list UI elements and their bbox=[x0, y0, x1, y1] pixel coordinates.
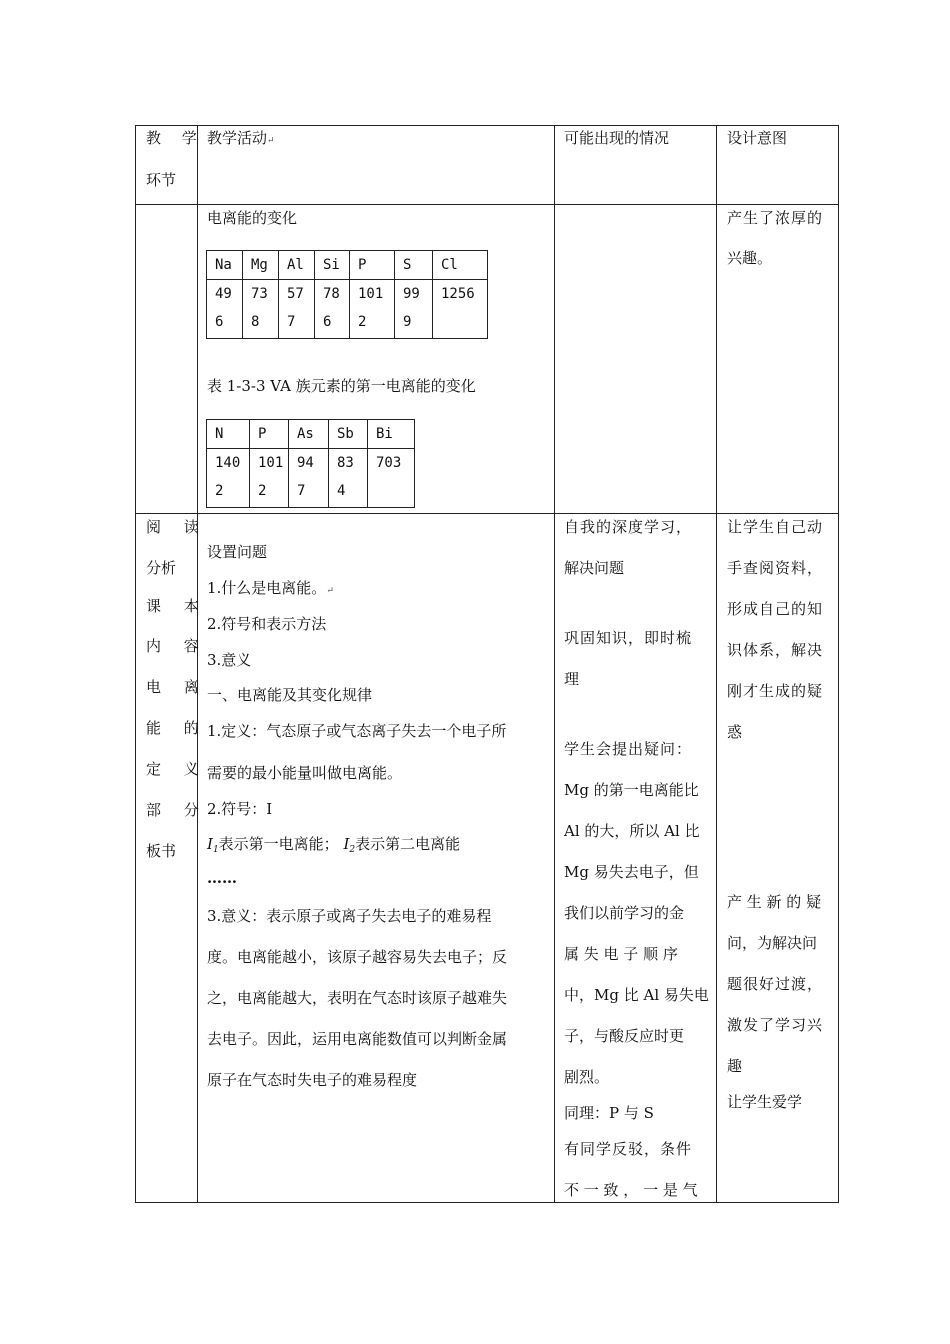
header-col1-line2: 环节 bbox=[146, 171, 177, 189]
table-cell bbox=[279, 280, 315, 339]
cell-line: 101 bbox=[358, 286, 384, 302]
table-border-row2 bbox=[135, 513, 839, 514]
table-cell: P bbox=[250, 420, 289, 449]
cell-line: 2 bbox=[258, 483, 267, 499]
cell-line: 140 bbox=[215, 455, 241, 471]
cell-line: 6 bbox=[215, 314, 224, 330]
situation-line: Mg 的第一电离能比 bbox=[564, 781, 699, 799]
table-cell bbox=[329, 449, 368, 508]
cell-line: 6 bbox=[323, 314, 332, 330]
intent-line: 手查阅资料， bbox=[727, 559, 824, 577]
table-cell bbox=[315, 280, 350, 339]
cell-line: 9 bbox=[403, 314, 412, 330]
cell-line: 73 bbox=[251, 286, 268, 302]
table-cell bbox=[207, 449, 250, 508]
header-col3: 可能出现的情况 bbox=[564, 129, 670, 147]
table-border-col2 bbox=[197, 125, 198, 1203]
intent-line: 形成自己的知 bbox=[727, 600, 824, 618]
symbol-line: 2.符号：I bbox=[207, 800, 273, 818]
ellipsis: …… bbox=[207, 869, 237, 887]
table-cell: Cl bbox=[433, 251, 488, 280]
set-questions-heading: 设置问题 bbox=[207, 543, 268, 561]
i2-symbol: I bbox=[343, 835, 350, 853]
intent-line: 识体系，解决 bbox=[727, 641, 824, 659]
meaning-line: 去电子。因此，运用电离能数值可以判断金属 bbox=[207, 1030, 508, 1048]
cell-line: 78 bbox=[323, 286, 340, 302]
header-col4: 设计意图 bbox=[727, 129, 788, 147]
intent-line: 激发了学习兴 bbox=[727, 1016, 824, 1034]
table-border-top bbox=[135, 125, 839, 126]
table-cell: S bbox=[395, 251, 433, 280]
row1-intent-line2: 兴趣。 bbox=[727, 249, 773, 267]
meaning-line: 之，电离能越大，表明在气态时该原子越难失 bbox=[207, 989, 508, 1007]
cell-line: 1256 bbox=[441, 286, 475, 302]
section-label-line: 定 义 bbox=[146, 760, 208, 778]
table-cell bbox=[289, 449, 329, 508]
cell-line: 8 bbox=[251, 314, 260, 330]
situation-line: Mg 易失去电子，但 bbox=[564, 863, 699, 881]
cell-line: 703 bbox=[376, 455, 402, 471]
cell-line: 57 bbox=[287, 286, 304, 302]
header-col2-text: 教学活动 bbox=[207, 129, 268, 147]
ionization-symbols-line bbox=[207, 834, 460, 860]
table-border-bottom bbox=[135, 1202, 839, 1203]
table-border-col3 bbox=[554, 125, 555, 1203]
table-cell: As bbox=[289, 420, 329, 449]
table2-caption: 表 1-3-3 VA 族元素的第一电离能的变化 bbox=[207, 377, 476, 395]
period3-ionization-table bbox=[206, 250, 488, 339]
intent-line: 产 生 新 的 疑 bbox=[727, 893, 822, 911]
table-cell bbox=[243, 280, 279, 339]
section-heading: 一、电离能及其变化规律 bbox=[207, 686, 373, 704]
situation-line: 同理：P 与 S bbox=[564, 1104, 654, 1122]
intent-line: 问，为解决问 bbox=[727, 934, 818, 952]
intent-line: 惑 bbox=[727, 723, 743, 741]
cell-line: 83 bbox=[337, 455, 354, 471]
situation-line: 理 bbox=[564, 670, 580, 688]
situation-line: 不 一 致 ， 一 是 气 bbox=[564, 1181, 698, 1199]
intent-line: 让学生自己动 bbox=[727, 518, 824, 536]
table-cell: N bbox=[207, 420, 250, 449]
situation-line: 解决问题 bbox=[564, 559, 625, 577]
i1-symbol: I bbox=[207, 835, 213, 853]
question-3: 3.意义 bbox=[207, 651, 252, 669]
table-cell: Sb bbox=[329, 420, 368, 449]
definition-line1: 1.定义：气态原子或气态离子失去一个电子所 bbox=[207, 722, 507, 740]
i2-subscript: 2 bbox=[349, 845, 356, 855]
paragraph-mark: ↵ bbox=[267, 136, 275, 146]
section-label-line: 分析 bbox=[146, 559, 177, 577]
table-border-left bbox=[135, 125, 136, 1203]
cell-line: 4 bbox=[337, 483, 346, 499]
cell-line: 7 bbox=[287, 314, 296, 330]
paragraph-mark: ↵ bbox=[326, 586, 334, 596]
table-cell bbox=[433, 280, 488, 339]
cell-line: 49 bbox=[215, 286, 232, 302]
table-cell: Bi bbox=[368, 420, 415, 449]
i1-text: 表示第一电离能； bbox=[218, 835, 339, 853]
table-border-col4 bbox=[716, 125, 717, 1203]
situation-line: 自我的深度学习， bbox=[564, 518, 693, 536]
question-1 bbox=[207, 578, 334, 601]
table-cell: Na bbox=[207, 251, 243, 280]
table-border-right bbox=[838, 125, 839, 1203]
i2-text: 表示第二电离能 bbox=[355, 835, 461, 853]
cell-line: 99 bbox=[403, 286, 420, 302]
cell-line: 7 bbox=[297, 483, 306, 499]
situation-line: 子，与酸反应时更 bbox=[564, 1027, 685, 1045]
section-label-line: 内 容 bbox=[146, 637, 208, 655]
section-label-line: 部 分 bbox=[146, 801, 208, 819]
table-cell bbox=[207, 280, 243, 339]
table-cell: P bbox=[350, 251, 395, 280]
section-label-line: 能 的 bbox=[146, 719, 208, 737]
intent-line: 题很好过渡， bbox=[727, 975, 824, 993]
header-col1-line1: 教 学 bbox=[146, 129, 205, 147]
meaning-line: 3.意义：表示原子或离子失去电子的难易程 bbox=[207, 907, 492, 925]
cell-line: 2 bbox=[358, 314, 367, 330]
cell-line: 94 bbox=[297, 455, 314, 471]
table-cell bbox=[250, 449, 289, 508]
section-label-line: 课 本 bbox=[146, 597, 208, 615]
intent-line: 刚才生成的疑 bbox=[727, 682, 824, 700]
meaning-line: 原子在气态时失电子的难易程度 bbox=[207, 1071, 418, 1089]
section-label-line: 电 离 bbox=[146, 678, 208, 696]
table-cell bbox=[350, 280, 395, 339]
question-2: 2.符号和表示方法 bbox=[207, 615, 327, 633]
situation-line: 有同学反驳，条件 bbox=[564, 1140, 693, 1158]
table-cell: Al bbox=[279, 251, 315, 280]
group-va-ionization-table bbox=[206, 419, 415, 508]
intent-line: 趣 bbox=[727, 1057, 743, 1075]
section-label-line: 板书 bbox=[146, 842, 177, 860]
row1-intent-line1: 产生了浓厚的 bbox=[727, 209, 824, 227]
header-col2 bbox=[207, 128, 275, 151]
table-cell: Si bbox=[315, 251, 350, 280]
situation-line: 巩固知识，即时梳 bbox=[564, 629, 693, 647]
situation-line: 剧烈。 bbox=[564, 1068, 610, 1086]
situation-line: 学生会提出疑问： bbox=[564, 740, 693, 758]
table-border-row1 bbox=[135, 204, 839, 205]
intent-line: 让学生爱学 bbox=[727, 1093, 803, 1111]
i1-subscript: 1 bbox=[212, 845, 219, 855]
meaning-line: 度。电离能越小，该原子越容易失去电子；反 bbox=[207, 948, 508, 966]
section-label-line: 阅 读 bbox=[146, 518, 208, 536]
situation-line: 我们以前学习的金 bbox=[564, 904, 685, 922]
ionization-title: 电离能的变化 bbox=[207, 209, 298, 227]
question-1-text: 1.什么是电离能。 bbox=[207, 579, 327, 597]
cell-line: 2 bbox=[215, 483, 224, 499]
situation-line: 中，Mg 比 Al 易失电 bbox=[564, 986, 709, 1004]
situation-line: 属 失 电 子 顺 序 bbox=[564, 945, 678, 963]
table-cell: Mg bbox=[243, 251, 279, 280]
cell-line: 101 bbox=[258, 455, 284, 471]
definition-line2: 需要的最小能量叫做电离能。 bbox=[207, 764, 403, 782]
table-cell bbox=[395, 280, 433, 339]
table-cell bbox=[368, 449, 415, 508]
situation-line: Al 的大，所以 Al 比 bbox=[564, 822, 700, 840]
